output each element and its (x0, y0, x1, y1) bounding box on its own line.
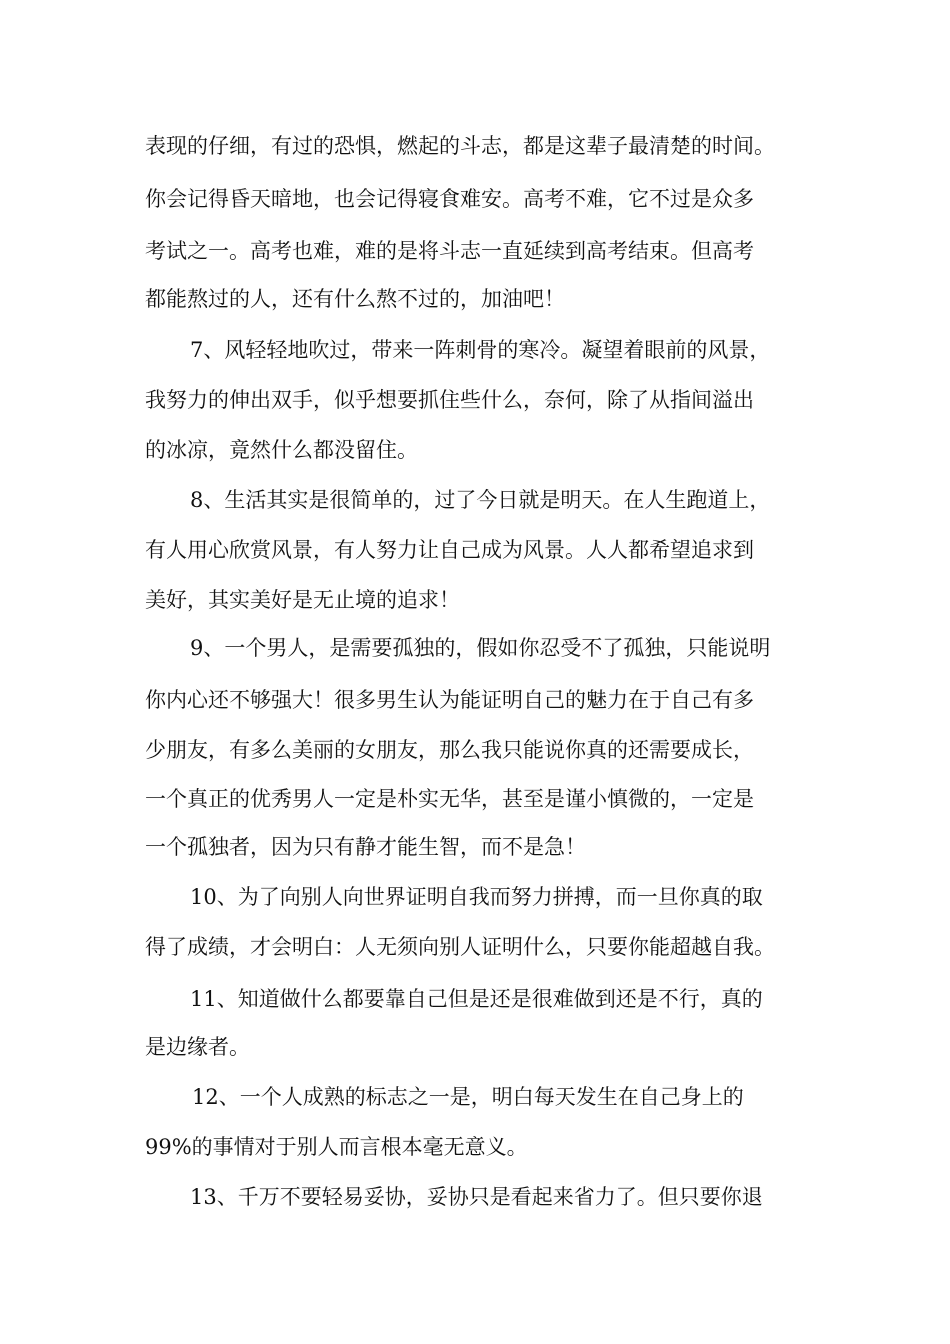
text-line: 99%的事情对于别人而言根本毫无意义。 (145, 1135, 528, 1159)
text-line: 一个真正的优秀男人一定是朴实无华，甚至是谨小慎微的，一定是 (145, 787, 754, 811)
text-line: 你内心还不够强大！很多男生认为能证明自己的魅力在于自己有多 (145, 688, 754, 712)
text-line: 10、为了向别人向世界证明自我而努力拼搏，而一旦你真的取 (190, 885, 763, 909)
text-line: 8、生活其实是很简单的，过了今日就是明天。在人生跑道上， (190, 488, 771, 512)
text-line: 11、知道做什么都要靠自己但是还是很难做到还是不行，真的 (190, 987, 763, 1011)
text-line: 13、千万不要轻易妥协，妥协只是看起来省力了。但只要你退 (190, 1185, 763, 1209)
text-line: 都能熬过的人，还有什么熬不过的，加油吧！ (145, 287, 565, 311)
text-line: 考试之一。高考也难，难的是将斗志一直延续到高考结束。但高考 (145, 239, 754, 263)
text-line: 一个孤独者，因为只有静才能生智，而不是急！ (145, 835, 586, 859)
text-line: 的冰凉，竟然什么都没留住。 (145, 438, 418, 462)
text-line: 美好，其实美好是无止境的追求！ (145, 588, 460, 612)
text-line: 是边缘者。 (145, 1035, 250, 1059)
text-line: 少朋友，有多么美丽的女朋友，那么我只能说你真的还需要成长， (145, 738, 754, 762)
text-line: 有人用心欣赏风景，有人努力让自己成为风景。人人都希望追求到 (145, 538, 754, 562)
text-line: 7、风轻轻地吹过，带来一阵刺骨的寒冷。凝望着眼前的风景， (190, 338, 771, 362)
text-line: 我努力的伸出双手，似乎想要抓住些什么，奈何，除了从指间溢出 (145, 388, 754, 412)
text-line: 你会记得昏天暗地，也会记得寝食难安。高考不难，它不过是众多 (145, 187, 754, 211)
text-line: 12、一个人成熟的标志之一是，明白每天发生在自己身上的 (192, 1085, 744, 1109)
text-line: 9、一个男人，是需要孤独的，假如你忍受不了孤独，只能说明 (190, 636, 771, 660)
text-line: 得了成绩，才会明白：人无须向别人证明什么，只要你能超越自我。 (145, 935, 775, 959)
text-line: 表现的仔细，有过的恐惧，燃起的斗志，都是这辈子最清楚的时间。 (145, 134, 775, 158)
